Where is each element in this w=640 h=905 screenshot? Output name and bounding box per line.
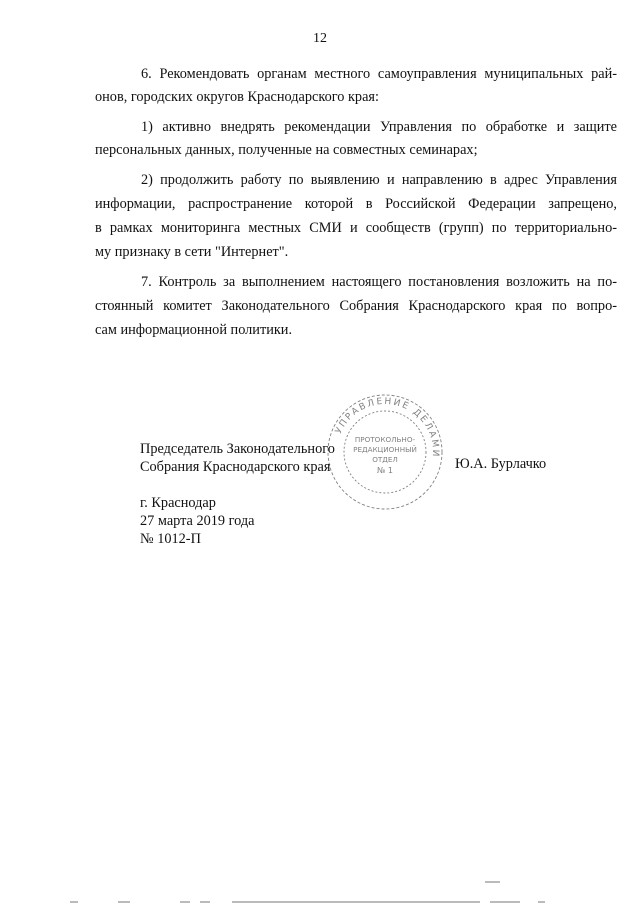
- body-line: стоянный комитет Законодательного Собрания Краснодарского края по вопро-: [95, 298, 617, 314]
- stamp-line-1: ПРОТОКОЛЬНО-: [354, 435, 416, 444]
- document-date: 27 марта 2019 года: [140, 513, 255, 529]
- official-stamp: [325, 392, 445, 512]
- document-number: № 1012-П: [140, 531, 201, 547]
- body-line: информации, распространение которой в Российской Федерации запрещено,: [95, 196, 617, 212]
- page-number: 12: [313, 31, 327, 46]
- body-line: му признаку в сети "Интернет".: [95, 244, 289, 260]
- signature-title-line: Собрания Краснодарского края: [140, 459, 331, 475]
- signature-title-line: Председатель Законодательного: [140, 441, 335, 457]
- body-line: в рамках мониторинга местных СМИ и сообществ (групп) по территориально-: [95, 220, 617, 236]
- city: г. Краснодар: [140, 495, 216, 511]
- body-line: 1) активно внедрять рекомендации Управления по обработке и защите: [141, 119, 617, 135]
- body-line: 6. Рекомендовать органам местного самоуправления муниципальных рай-: [141, 66, 617, 82]
- body-line: персональных данных, полученные на совместных семинарах;: [95, 142, 478, 158]
- place-date-block: [140, 494, 255, 548]
- body-line: онов, городских округов Краснодарского края:: [95, 89, 379, 105]
- body-line: 7. Контроль за выполнением настоящего постановления возложить на по-: [141, 274, 617, 290]
- signature-title: [140, 440, 335, 476]
- scan-artifact-lines: [0, 880, 640, 905]
- signer-name: Ю.А. Бурлачко: [455, 456, 547, 472]
- stamp-ring-text: УПРАВЛЕНИЕ ДЕЛАМИ: [333, 396, 441, 459]
- body-line: 2) продолжить работу по выявлению и направлению в адрес Управления: [141, 172, 617, 188]
- stamp-line-3: ОТДЕЛ: [372, 455, 398, 464]
- stamp-line-4: № 1: [377, 466, 393, 475]
- stamp-line-2: РЕДАКЦИОННЫЙ: [353, 445, 417, 454]
- body-line: сам информационной политики.: [95, 322, 293, 338]
